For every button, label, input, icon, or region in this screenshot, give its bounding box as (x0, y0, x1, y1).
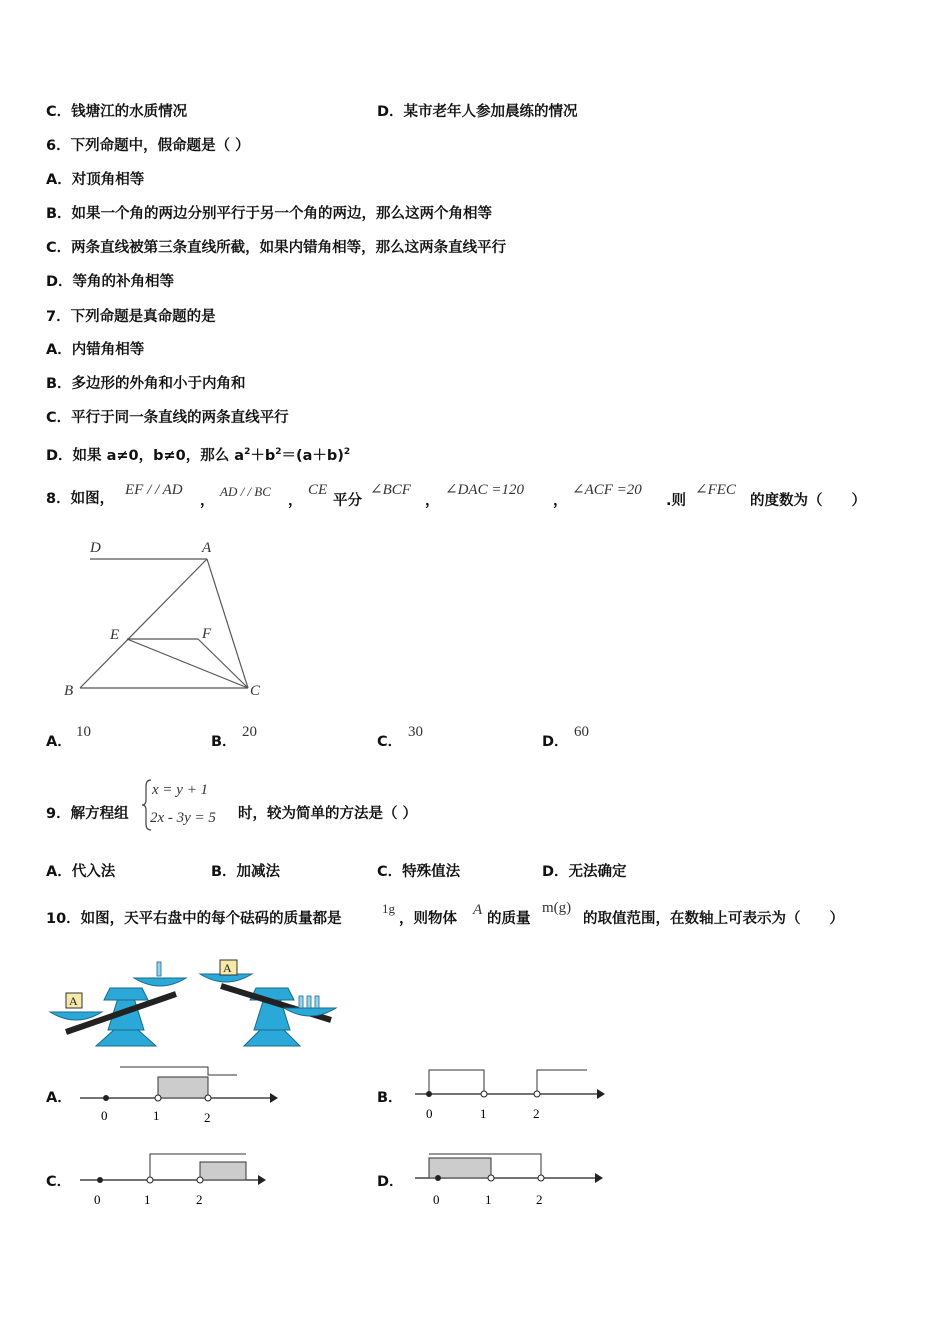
q9-option-c: C．特殊值法 (377, 864, 461, 880)
q10-object: A (473, 902, 483, 918)
line-ec (127, 639, 248, 688)
q9-option-d: D．无法确定 (542, 864, 627, 880)
number-line-b (405, 1060, 615, 1130)
q7-option-d: D．如果 a≠0，b≠0，那么 $a^2+b^2=(a+b)^2$ (46, 447, 351, 464)
q7-option-b: B．多边形的外角和小于内角和 (46, 376, 246, 392)
tick-0: 0 (433, 1192, 440, 1207)
object-box-right: A (223, 961, 232, 975)
q8-sep4: ， (553, 493, 568, 509)
q6-stem: 6．下列命题中，假命题是（ ） (46, 138, 250, 154)
tick-0: 0 (101, 1108, 108, 1123)
q8-option-c-value: 30 (408, 724, 423, 740)
q6-option-c: C．两条直线被第三条直线所截，如果内错角相等，那么这两条直线平行 (46, 240, 507, 256)
q5-option-d: D．某市老年人参加晨练的情况 (377, 104, 578, 120)
tick-2: 2 (536, 1192, 543, 1207)
right-balance (200, 960, 336, 1046)
tick-0: 0 (94, 1192, 101, 1207)
q9-equation-1: x = y + 1 (152, 782, 209, 798)
tick-1: 1 (480, 1106, 487, 1121)
q8-sep3: ， (425, 493, 440, 509)
q8-geometry-figure (60, 532, 280, 702)
q8-option-a-label: A． (46, 734, 72, 750)
balance-scales-figure (46, 958, 341, 1050)
q5-option-c: C．钱塘江的水质情况 (46, 104, 188, 120)
q8-cond-bcf: ∠BCF (370, 482, 411, 498)
q8-sep2: ， (288, 493, 303, 509)
q8-cond-dac: ∠DAC =120 (445, 482, 524, 498)
q8-text-bisect: 平分 (333, 493, 362, 509)
tick-2: 2 (533, 1106, 540, 1121)
tick-1: 1 (485, 1192, 492, 1207)
label-d: D (90, 540, 101, 556)
q8-option-a-value: 10 (76, 724, 91, 740)
q10-option-d: D． (377, 1174, 404, 1190)
tick-0: 0 (426, 1106, 433, 1121)
label-b: B (64, 683, 74, 699)
q8-text-then: .则 (666, 493, 687, 509)
label-e: E (110, 627, 120, 643)
tick-1: 1 (153, 1108, 160, 1123)
q7-option-a: A．内错角相等 (46, 342, 145, 358)
tick-2: 2 (204, 1110, 211, 1125)
q8-stem: 8．如图， (46, 491, 115, 507)
number-line-a (70, 1060, 280, 1130)
q9-option-b: B．加减法 (211, 864, 281, 880)
q8-text-ask: 的度数为（ ） (750, 493, 866, 509)
q6-option-a: A．对顶角相等 (46, 172, 145, 188)
q10-mass: m(g) (542, 900, 572, 916)
q8-cond-ce: CE (308, 482, 328, 498)
q8-option-b-value: 20 (242, 724, 257, 740)
tick-2: 2 (196, 1192, 203, 1207)
q10-option-a: A． (46, 1090, 72, 1106)
label-a: A (202, 540, 212, 556)
q10-stem-4: 的取值范围，在数轴上可表示为（ ） (583, 911, 844, 927)
q9-option-a: A．代入法 (46, 864, 116, 880)
q10-stem-1: 10．如图，天平右盘中的每个砝码的质量都是 (46, 911, 342, 927)
line-ab (80, 559, 207, 688)
q10-option-c: C． (46, 1174, 72, 1190)
q8-option-b-label: B． (211, 734, 237, 750)
q10-unit: 1g (382, 901, 395, 916)
q9-equation-2: 2x - 3y = 5 (150, 810, 216, 826)
q8-cond-fec: ∠FEC (695, 482, 736, 498)
q8-option-c-label: C． (377, 734, 403, 750)
number-line-c (70, 1144, 280, 1214)
object-box-left: A (69, 994, 78, 1008)
q8-cond-acf: ∠ACF =20 (572, 482, 642, 498)
q6-option-d: D．等角的补角相等 (46, 274, 175, 290)
q7-stem: 7．下列命题是真命题的是 (46, 309, 216, 325)
q10-stem-2: ，则物体 (399, 911, 457, 927)
q8-sep1: ， (200, 493, 215, 509)
q10-stem-3: 的质量 (487, 911, 531, 927)
left-balance (50, 962, 186, 1046)
q7-option-c: C．平行于同一条直线的两条直线平行 (46, 410, 289, 426)
q10-option-b: B． (377, 1090, 403, 1106)
number-line-d (405, 1144, 615, 1214)
q9-stem: 9．解方程组 (46, 806, 129, 822)
q6-option-b: B．如果一个角的两边分别平行于另一个角的两边，那么这两个角相等 (46, 206, 493, 222)
q8-option-d-label: D． (542, 734, 569, 750)
label-f: F (202, 626, 212, 642)
q8-option-d-value: 60 (574, 724, 589, 740)
label-c: C (250, 683, 261, 699)
q8-cond-ad-bc: AD / / BC (220, 484, 271, 499)
q8-cond-ef-ad: EF / / AD (125, 482, 183, 498)
q9-stem-tail: 时，较为简单的方法是（ ） (238, 806, 418, 822)
tick-1: 1 (144, 1192, 151, 1207)
